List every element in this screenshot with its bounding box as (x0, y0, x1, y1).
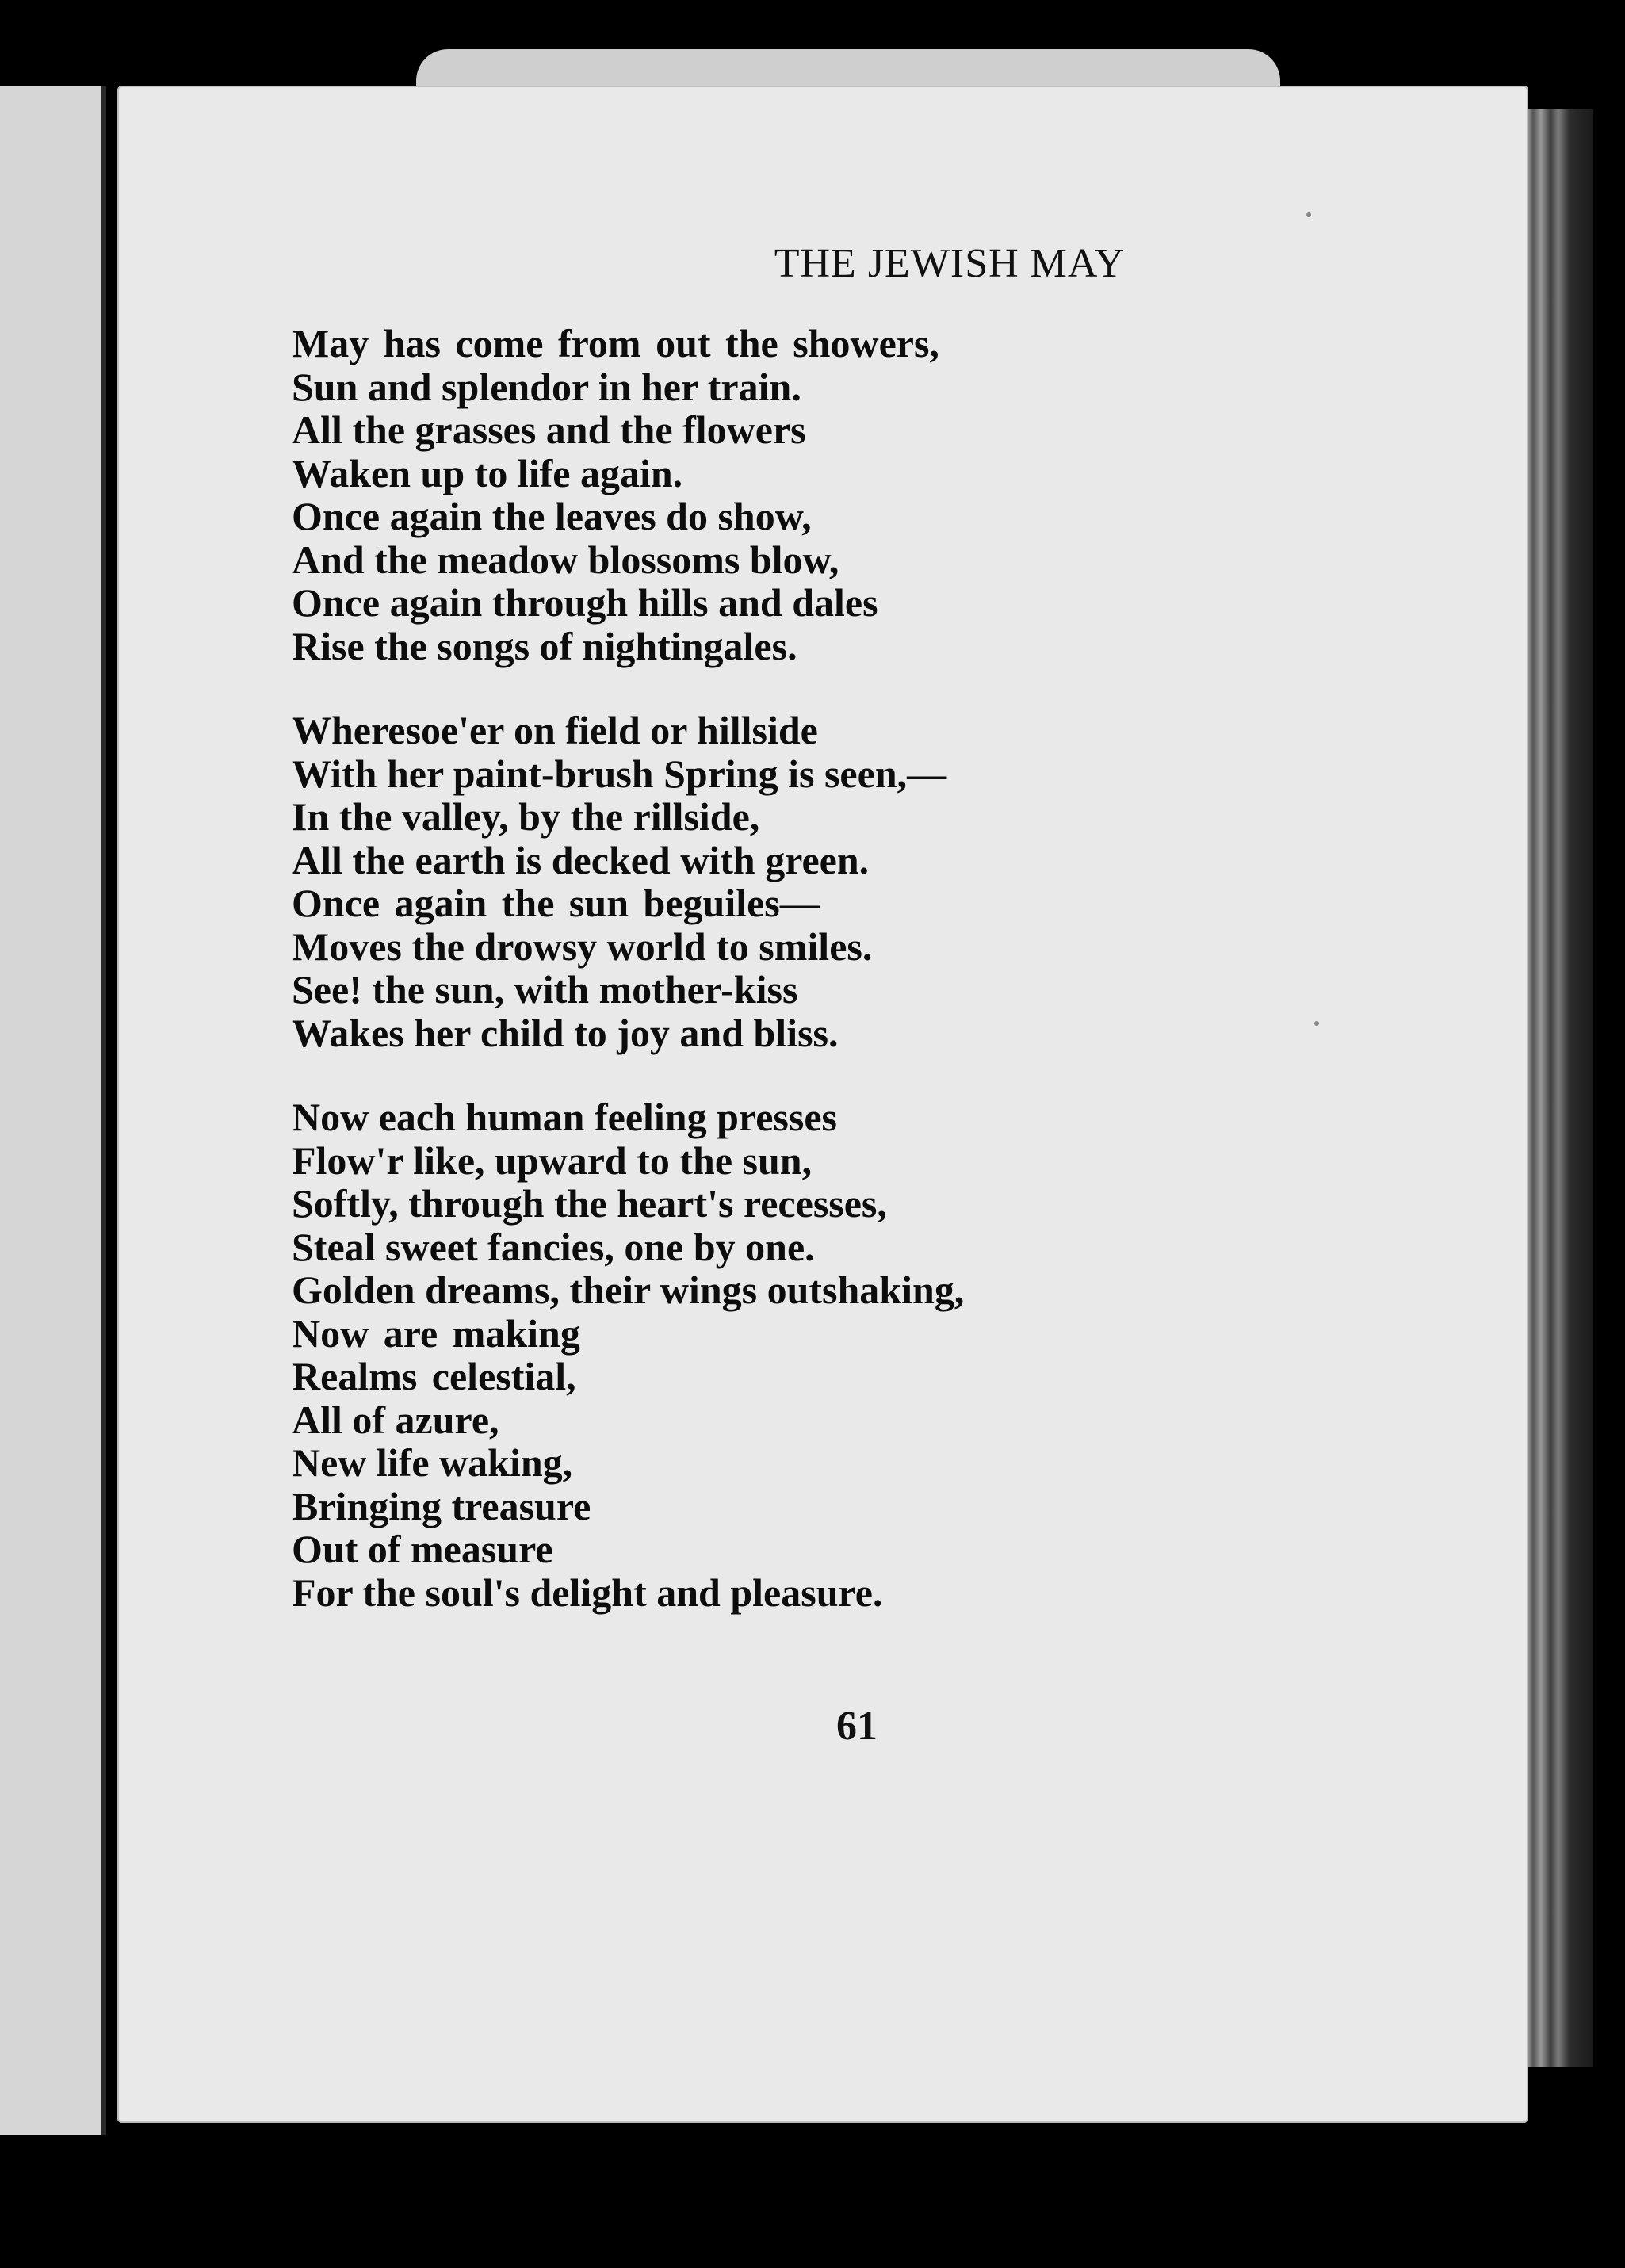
poem-line: Golden dreams, their wings outshaking, (292, 1268, 965, 1312)
poem-line: Now are making (292, 1310, 580, 1356)
paper-speck (1314, 1021, 1319, 1026)
poem-line: Softly, through the heart's recesses, (292, 1181, 887, 1226)
poem-line: Waken up to life again. (292, 450, 683, 495)
page-number: 61 (836, 1704, 878, 1749)
poem-line: In the valley, by the rillside, (292, 794, 760, 839)
poem-line: Wheresoe'er on field or hillside (292, 708, 818, 752)
adjacent-page-edge (0, 86, 106, 2135)
poem-line: Out of measure (292, 1527, 553, 1571)
poem-line: All of azure, (292, 1397, 499, 1442)
poem-line: For the soul's delight and pleasure. (292, 1570, 883, 1615)
stanza-1 (292, 322, 1243, 667)
poem-line: Wakes her child to joy and bliss. (292, 1010, 839, 1055)
poem-line: Rise the songs of nightingales. (292, 623, 797, 668)
book-page (117, 86, 1528, 2123)
poem-line: Once again the sun beguiles— (292, 881, 820, 925)
poem-line: Sun and splendor in her train. (292, 364, 801, 409)
poem-line: New life waking, (292, 1440, 573, 1485)
poem-line: Once again through hills and dales (292, 580, 878, 625)
poem-line: Steal sweet fancies, one by one. (292, 1224, 815, 1269)
paper-speck (1306, 212, 1311, 217)
poem-line: With her paint-brush Spring is seen,— (292, 751, 947, 796)
poem-line: Now each human feeling presses (292, 1095, 837, 1139)
stanza-2 (292, 709, 1243, 1054)
poem-line: And the meadow blossoms blow, (292, 537, 839, 582)
poem-line: Once again the leaves do show, (292, 494, 812, 538)
stanza-3 (292, 1096, 1243, 1614)
poem-line: See! the sun, with mother-kiss (292, 967, 798, 1012)
poem-line: Flow'r like, upward to the sun, (292, 1138, 812, 1183)
poem-line: All the earth is decked with green. (292, 837, 870, 882)
poem-line: Bringing treasure (292, 1483, 591, 1528)
poem-line: All the grasses and the flowers (292, 407, 806, 452)
poem-body (292, 322, 1243, 1655)
poem-line: May has come from out the showers, (292, 321, 939, 365)
poem-line: Moves the drowsy world to smiles. (292, 924, 873, 969)
poem-title: THE JEWISH MAY (774, 241, 1126, 286)
poem-line: Realms celestial, (292, 1354, 576, 1398)
